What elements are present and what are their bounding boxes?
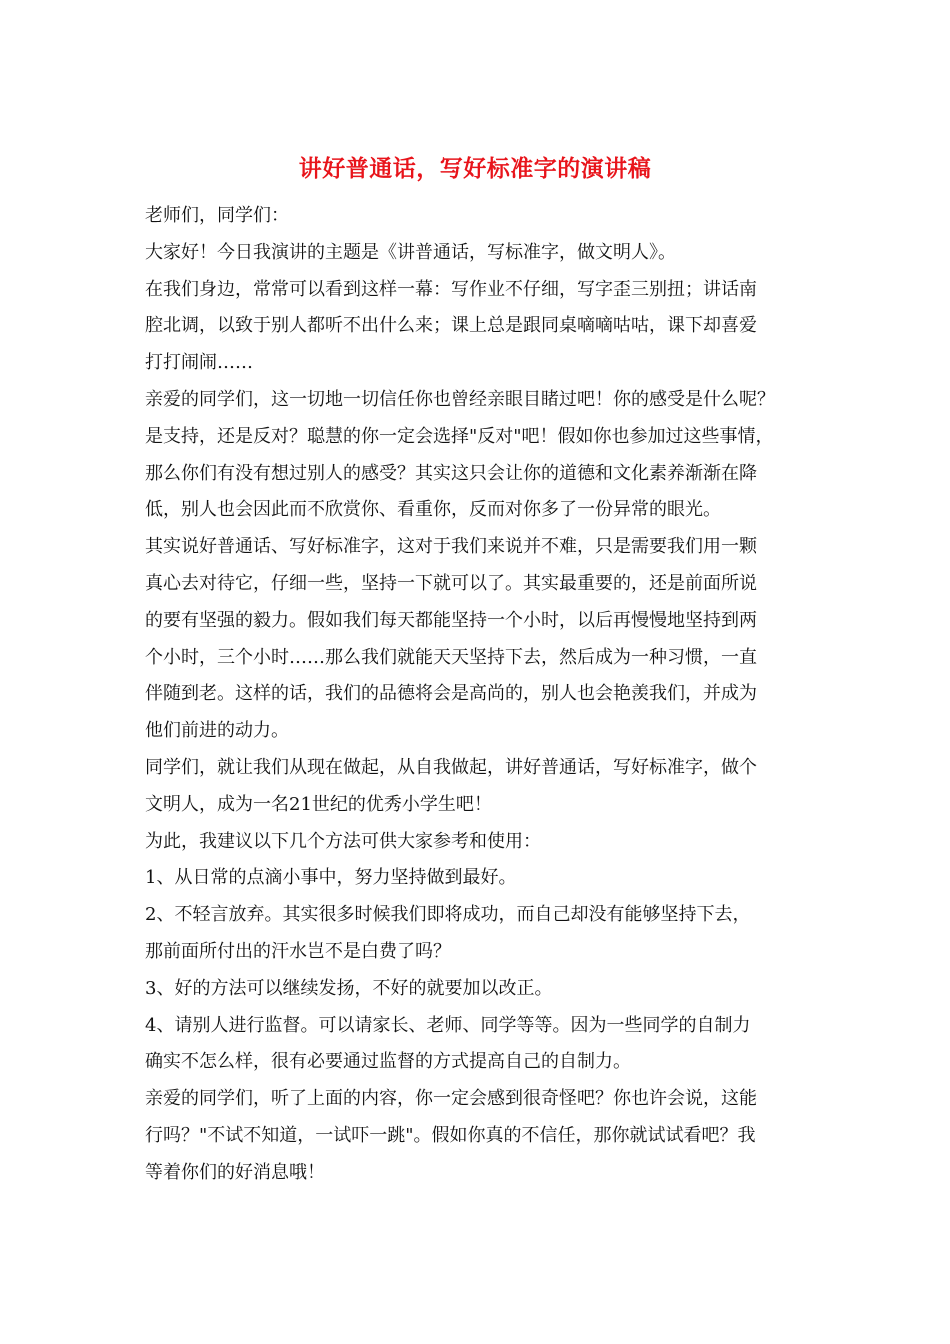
document-body xyxy=(145,198,835,1192)
text-line: 老师们，同学们： xyxy=(145,205,289,226)
text-line: 亲爱的同学们，这一切地一切信任你也曾经亲眼目睹过吧！你的感受是什么呢？ xyxy=(145,388,775,410)
text-line: 确实不怎么样，很有必要通过监督的方式提高自己的自制力。 xyxy=(145,1051,631,1073)
text-line: 那么你们有没有想过别人的感受？其实这只会让你的道德和文化素养渐渐在降 xyxy=(145,462,757,484)
text-line: 文明人，成为一名21世纪的优秀小学生吧！ xyxy=(145,793,492,815)
text-line: 他们前进的动力。 xyxy=(145,720,289,742)
text-line: 打打闹闹…… xyxy=(145,352,253,374)
text-line: 亲爱的同学们，听了上面的内容，你一定会感到很奇怪吧？你也许会说，这能 xyxy=(145,1088,757,1110)
text-line: 个小时，三个小时……那么我们就能天天坚持下去，然后成为一种习惯，一直 xyxy=(145,646,757,668)
text-line: 1、从日常的点滴小事中，努力坚持做到最好。 xyxy=(145,867,517,889)
text-line: 大家好！今日我演讲的主题是《讲普通话，写标准字，做文明人》。 xyxy=(145,241,676,263)
text-line: 腔北调，以致于别人都听不出什么来；课上总是跟同桌嘀嘀咕咕，课下却喜爱 xyxy=(145,315,757,337)
text-line: 等着你们的好消息哦！ xyxy=(145,1161,325,1183)
text-line: 在我们身边，常常可以看到这样一幕：写作业不仔细，写字歪三别扭；讲话南 xyxy=(145,278,757,300)
text-line: 2、不轻言放弃。其实很多时候我们即将成功，而自己却没有能够坚持下去， xyxy=(145,904,751,926)
text-line: 为此，我建议以下几个方法可供大家参考和使用： xyxy=(145,830,541,852)
text-line: 4、请别人进行监督。可以请家长、老师、同学等等。因为一些同学的自制力 xyxy=(145,1014,751,1036)
text-line: 是支持，还是反对？聪慧的你一定会选择"反对"吧！假如你也参加过这些事情， xyxy=(145,425,774,447)
text-line: 3、好的方法可以继续发扬，不好的就要加以改正。 xyxy=(145,977,553,999)
text-line: 那前面所付出的汗水岂不是白费了吗？ xyxy=(145,940,451,962)
text-line: 伴随到老。这样的话，我们的品德将会是高尚的，别人也会艳羡我们，并成为 xyxy=(145,683,757,705)
text-line: 的要有坚强的毅力。假如我们每天都能坚持一个小时，以后再慢慢地坚持到两 xyxy=(145,609,757,631)
text-line: 行吗？"不试不知道，一试吓一跳"。假如你真的不信任，那你就试试看吧？我 xyxy=(145,1124,756,1146)
text-line: 低，别人也会因此而不欣赏你、看重你，反而对你多了一份异常的眼光。 xyxy=(145,499,721,521)
document-title: 讲好普通话，写好标准字的演讲稿 xyxy=(298,155,652,182)
text-line: 同学们，就让我们从现在做起，从自我做起，讲好普通话，写好标准字，做个 xyxy=(145,756,757,778)
text-line: 其实说好普通话、写好标准字，这对于我们来说并不难，只是需要我们用一颗 xyxy=(145,536,757,558)
text-line: 真心去对待它，仔细一些，坚持一下就可以了。其实最重要的，还是前面所说 xyxy=(145,572,757,594)
